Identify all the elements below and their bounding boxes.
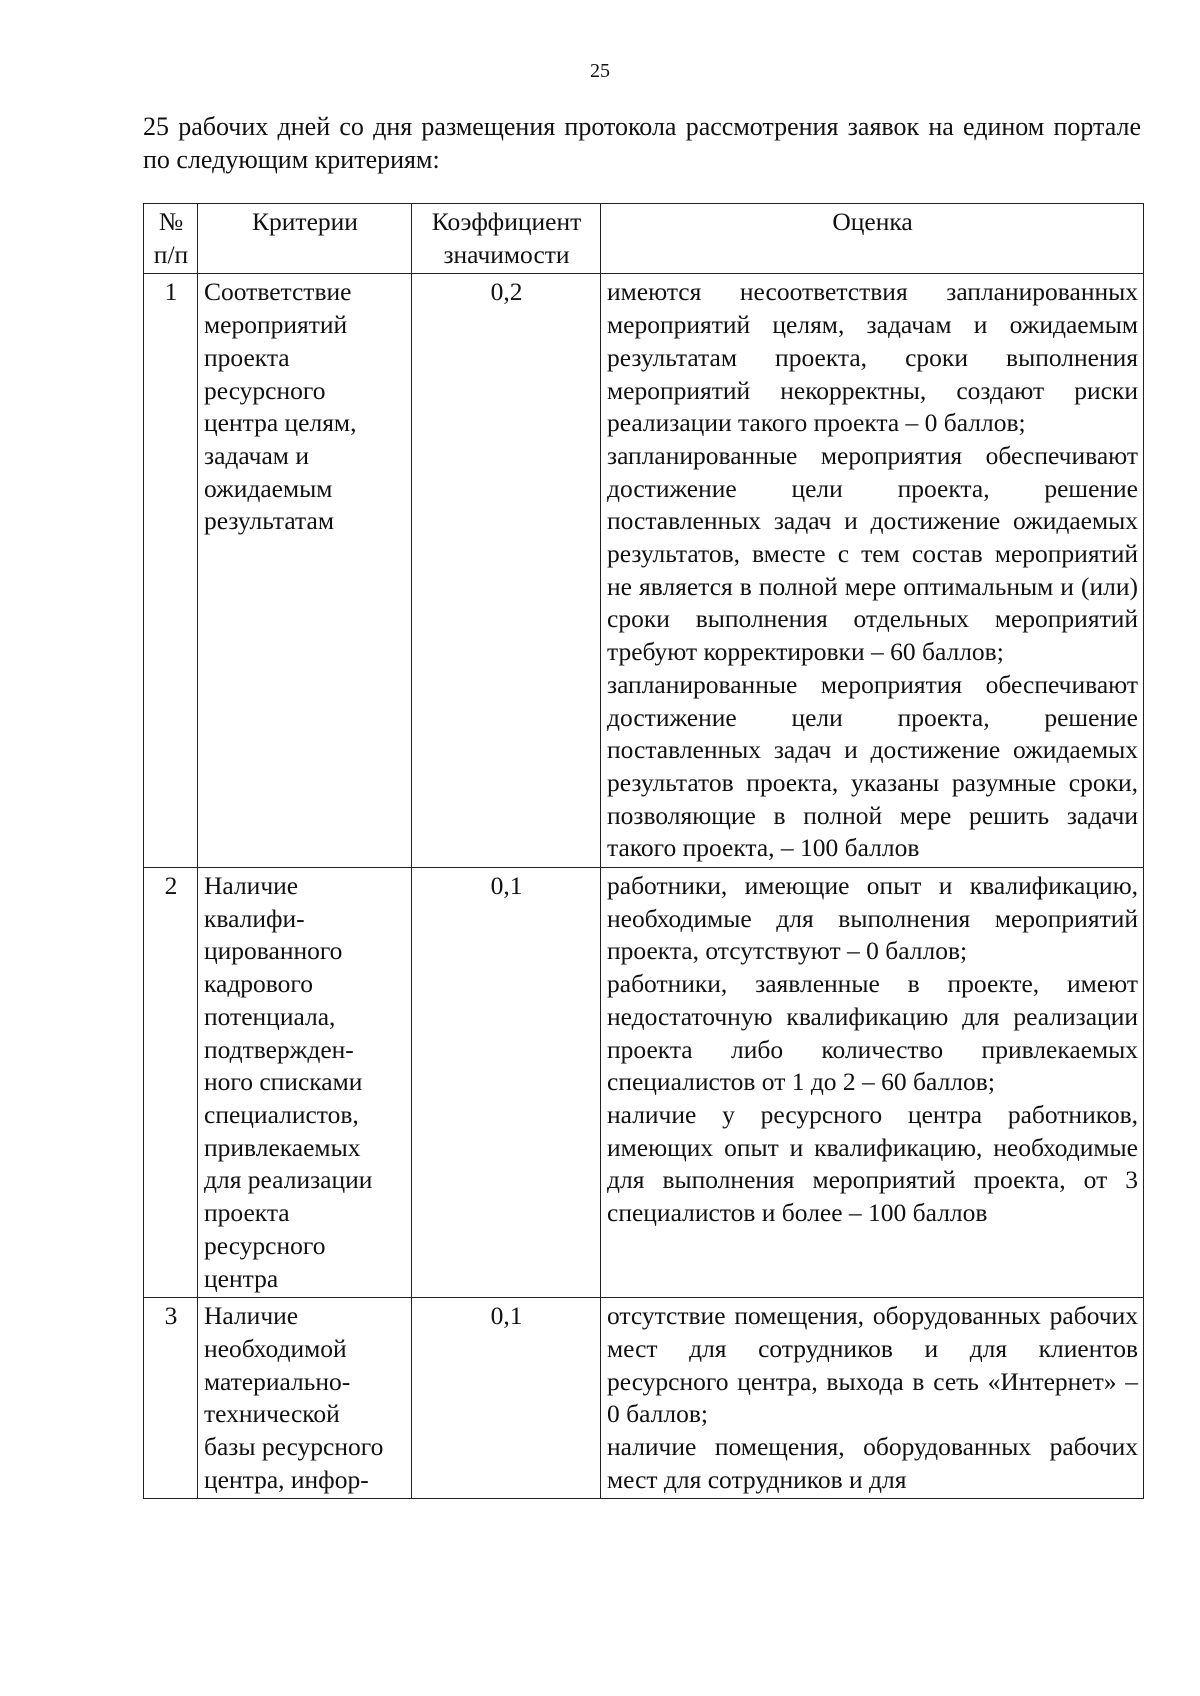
criteria-line: центра, инфор- <box>204 1464 369 1494</box>
criteria-line: квалифи- <box>204 903 305 933</box>
table-row <box>144 868 1144 1298</box>
criteria-line: Наличие <box>204 1301 299 1331</box>
criteria-line: необходимой <box>204 1333 347 1363</box>
row-coefficient: 0,1 <box>412 1298 601 1499</box>
header-row <box>144 204 1144 274</box>
criteria-line: цированного <box>204 936 343 966</box>
header-num <box>144 204 198 274</box>
criteria-line: задачам и <box>204 440 309 470</box>
score-item: наличие у ресурсного центра работников, имеющих опыт и квалификацию, необходимые для выполнения мероприятий проекта, от 3 специалистов и более – 100 баллов <box>607 1099 1138 1228</box>
score-item: запланированные мероприятия обеспечивают достижение цели проекта, решение поставленных задач и достижение ожидаемых результатов проекта, указаны разумные сроки, позволяющие в полной мере решить задачи такого проекта, – 100 баллов <box>607 669 1138 863</box>
row-coefficient: 0,2 <box>412 274 601 868</box>
criteria-line: ного списками <box>204 1067 363 1097</box>
score-item: отсутствие помещения, оборудованных рабочих мест для сотрудников и для клиентов ресурсного центра, выхода в сеть «Интернет» – 0 баллов; <box>607 1301 1138 1429</box>
header-score: Оценка <box>601 204 1144 274</box>
criteria-line: кадрового <box>204 969 313 999</box>
score-item: работники, имеющие опыт и квалификацию, необходимые для выполнения мероприятий проекта, отсутствуют – 0 баллов; <box>607 871 1138 966</box>
criteria-line: проекта <box>204 342 290 372</box>
criteria-line: Соответствие <box>204 277 352 307</box>
criteria-line: центра <box>204 1263 279 1293</box>
table-header <box>144 204 1144 274</box>
row-criteria <box>198 274 412 868</box>
criteria-table <box>143 203 1144 1499</box>
criteria-line: результатам <box>204 506 334 536</box>
table-row <box>144 274 1144 868</box>
header-num-line: п/п <box>153 239 189 269</box>
criteria-line: привлекаемых <box>204 1132 361 1162</box>
score-item: имеются несоответствия запланированных мероприятий целям, задачам и ожидаемым результатам проекта, сроки выполнения мероприятий некорректны, создают риски реализации такого проекта – 0 баллов; <box>607 277 1138 438</box>
criteria-line: ожидаемым <box>204 473 333 503</box>
criteria-line: центра целям, <box>204 408 357 438</box>
row-number: 1 <box>144 274 198 868</box>
score-item: наличие помещения, оборудованных рабочих мест для сотрудников и для <box>607 1432 1138 1494</box>
criteria-line: ресурсного <box>204 1230 326 1260</box>
criteria-line: технической <box>204 1399 340 1429</box>
row-criteria <box>198 1298 412 1499</box>
criteria-line: Наличие <box>204 871 299 901</box>
criteria-line: потенциала, <box>204 1001 336 1031</box>
criteria-line: проекта <box>204 1198 290 1228</box>
criteria-line: специалистов, <box>204 1099 359 1129</box>
criteria-line: базы ресурсного <box>204 1432 384 1462</box>
criteria-line: ресурсного <box>204 375 326 405</box>
table-row <box>144 1298 1144 1499</box>
header-coefficient <box>412 204 601 274</box>
header-coefficient-line: значимости <box>443 239 570 269</box>
row-score <box>601 274 1144 868</box>
score-item: работники, заявленные в проекте, имеют недостаточную квалификацию для реализации проекта либо количество привлекаемых специалистов от 1 до 2 – 60 баллов; <box>607 969 1138 1097</box>
intro-text: 25 рабочих дней со дня размещения протокола рассмотрения заявок на едином портале по следующим критериям: <box>143 112 1141 174</box>
score-item: запланированные мероприятия обеспечивают достижение цели проекта, решение поставленных задач и достижение ожидаемых результатов, вместе с тем состав мероприятий не является в полной мере оптимальным и (или) сроки выполнения отдельных мероприятий требуют корректировки – 60 баллов; <box>607 440 1138 667</box>
row-number: 2 <box>144 868 198 1298</box>
row-criteria <box>198 868 412 1298</box>
row-score <box>601 868 1144 1298</box>
criteria-line: мероприятий <box>204 310 348 340</box>
header-coefficient-line: Коэффициент <box>431 207 582 236</box>
criteria-line: для реализации <box>204 1165 373 1195</box>
row-number: 3 <box>144 1298 198 1499</box>
header-criteria: Критерии <box>198 204 412 274</box>
page-number: 25 <box>590 60 610 82</box>
table-body <box>144 274 1144 1499</box>
header-num-line: № <box>158 207 184 236</box>
row-coefficient: 0,1 <box>412 868 601 1298</box>
row-score <box>601 1298 1144 1499</box>
intro-paragraph <box>143 110 1141 176</box>
criteria-line: подтвержден- <box>204 1034 354 1064</box>
criteria-line: материально- <box>204 1366 351 1396</box>
